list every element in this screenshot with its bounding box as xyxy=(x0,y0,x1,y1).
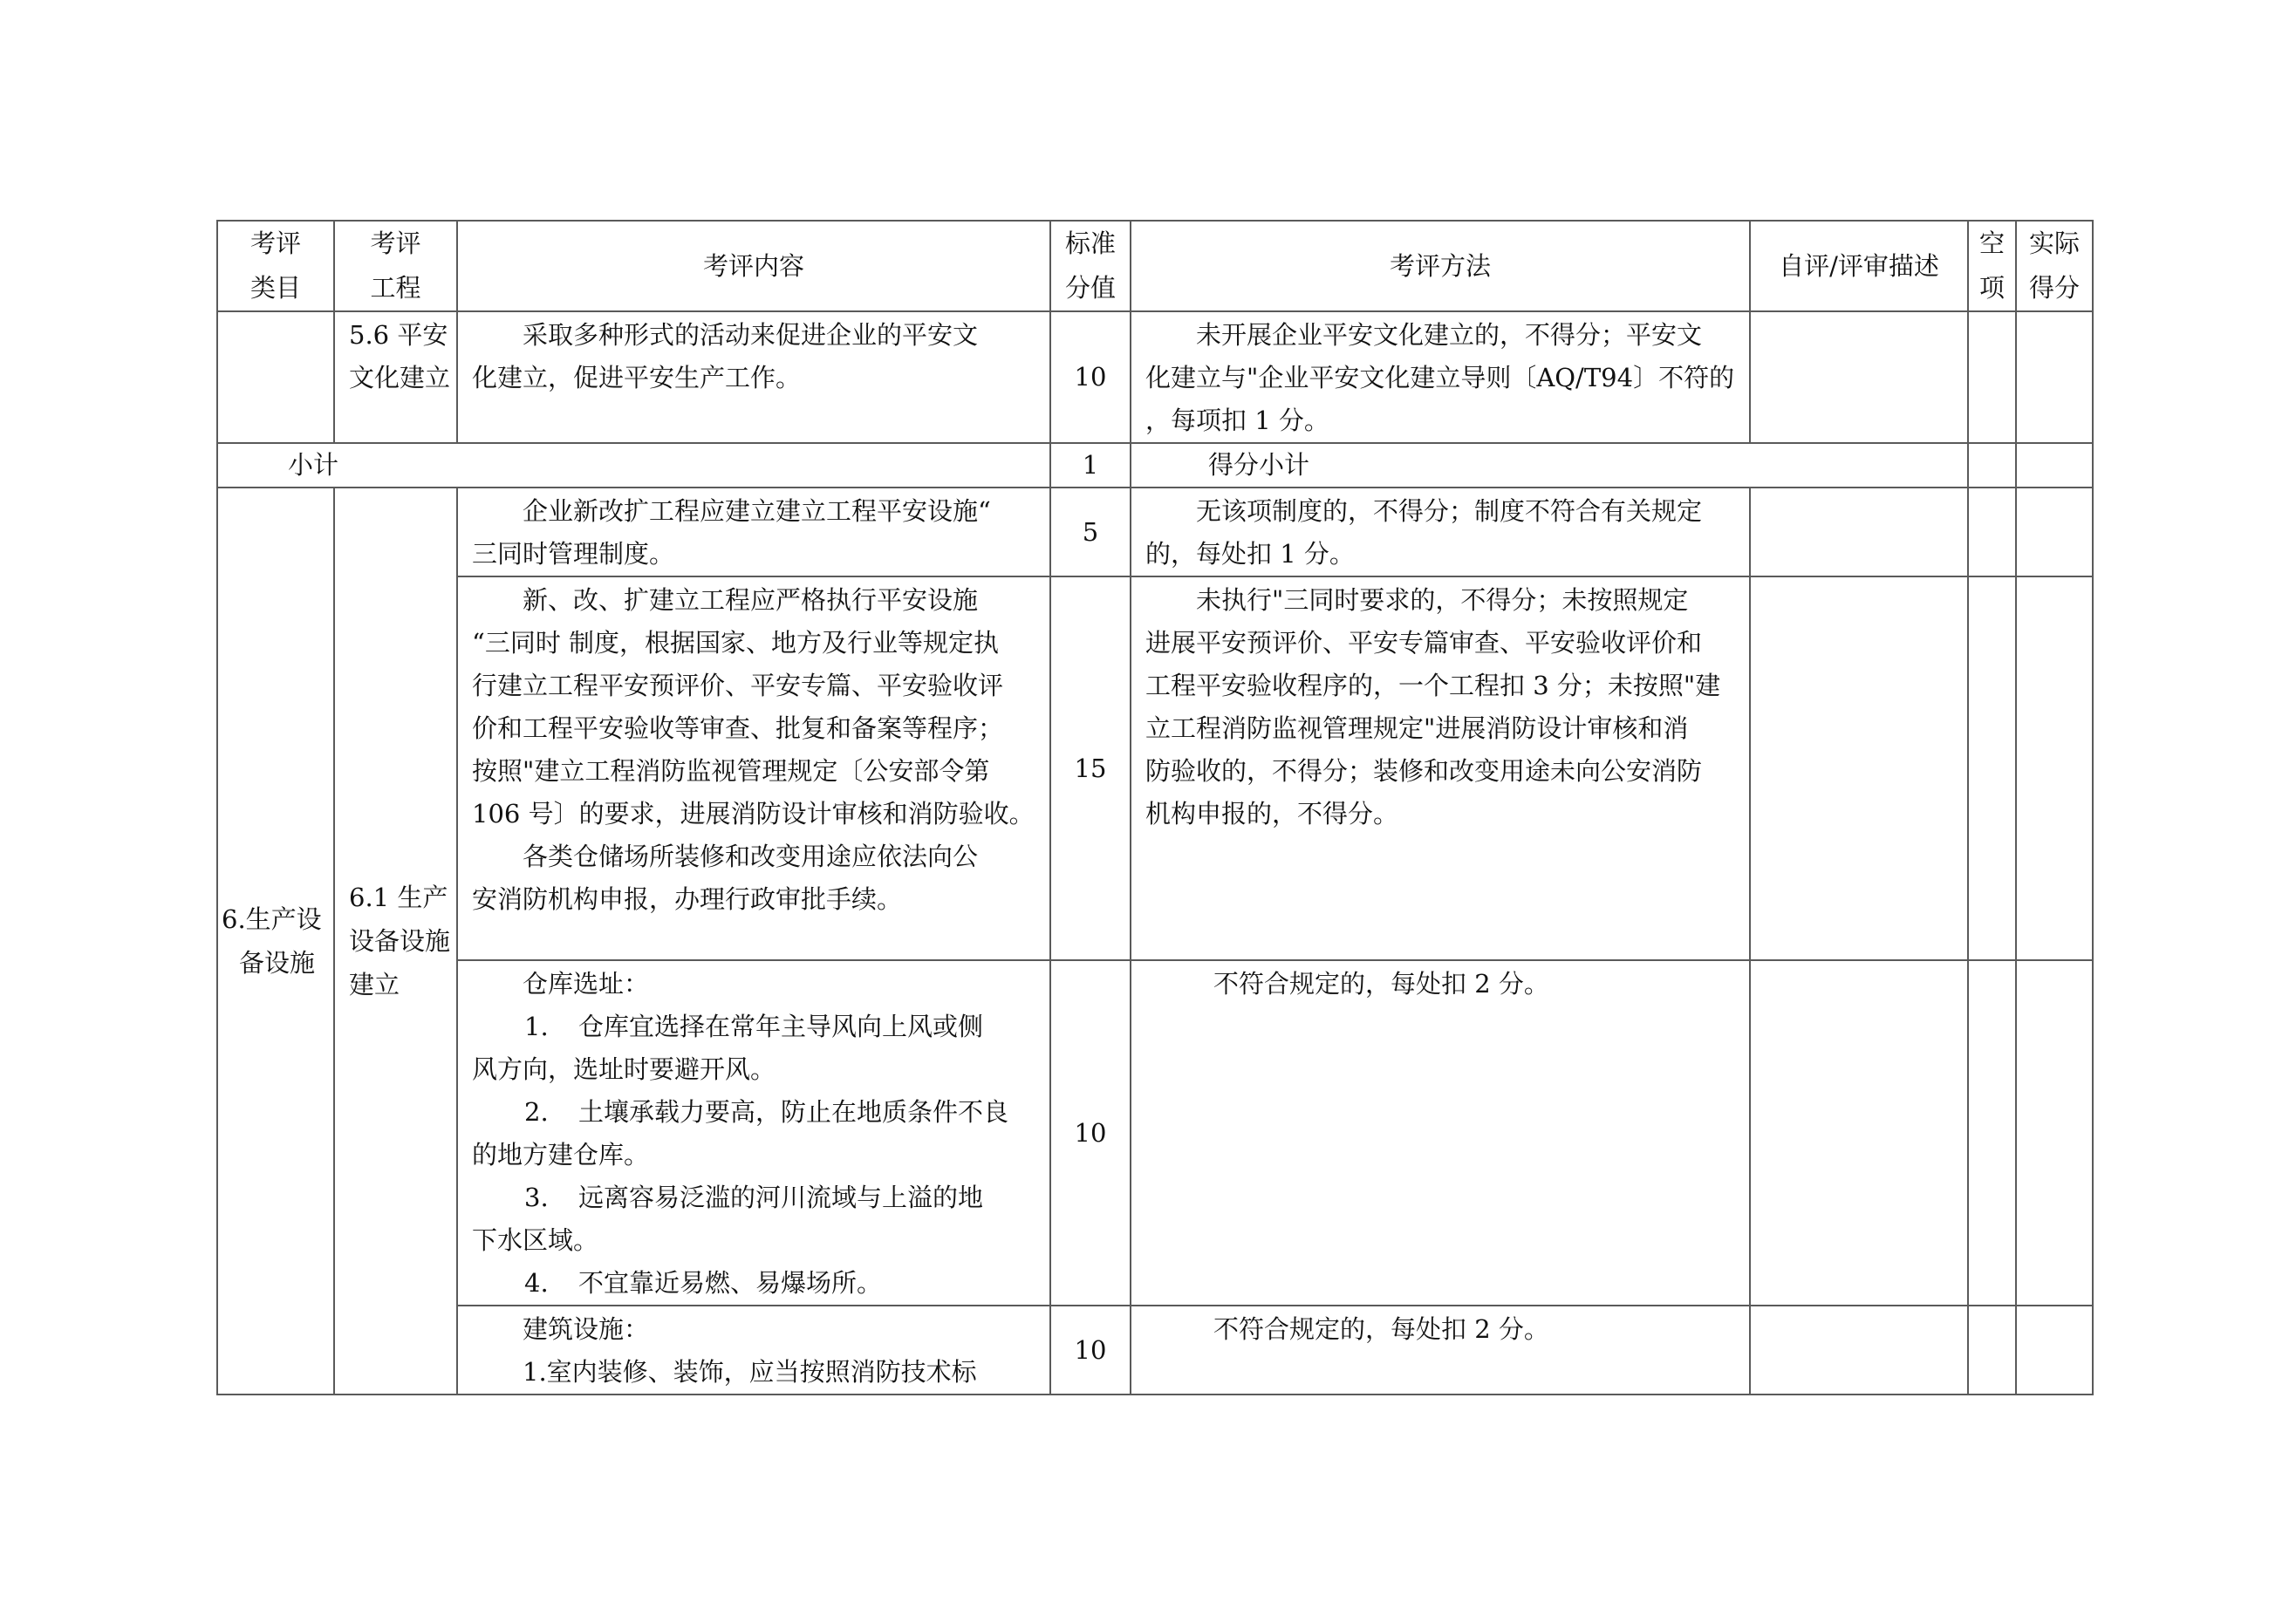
cell-score-5-6: 10 xyxy=(1050,311,1131,443)
cell-empty-item xyxy=(1968,311,2016,443)
cell-method-5-6: 未开展企业平安文化建立的，不得分；平安文 化建立与"企业平安文化建立导则〔AQ/T94〕不符的 ，每项扣 1 分。 xyxy=(1131,311,1750,443)
cell-self-review xyxy=(1750,960,1968,1306)
table-row-6-1-a xyxy=(217,488,2093,576)
header-row xyxy=(217,221,2093,311)
table-row-6-1-c xyxy=(217,960,2093,1306)
cell-empty-item xyxy=(1968,443,2016,488)
header-category: 考评 类目 xyxy=(217,221,334,311)
cell-actual-score xyxy=(2016,576,2093,960)
cell-empty-item xyxy=(1968,1306,2016,1395)
cell-category-6: 6.生产设 备设施 xyxy=(217,488,334,1395)
list-item: 1. 仓库宜选择在常年主导风向上风或侧 xyxy=(524,1012,984,1041)
cell-method-6-1-d: 不符合规定的，每处扣 2 分。 xyxy=(1131,1306,1750,1395)
cell-self-review xyxy=(1750,1306,1968,1395)
header-actual-score: 实际 得分 xyxy=(2016,221,2093,311)
cell-self-review xyxy=(1750,311,1968,443)
subtotal-method: 得分小计 xyxy=(1131,443,1968,488)
header-project: 考评 工程 xyxy=(334,221,457,311)
header-standard-score: 标准 分值 xyxy=(1050,221,1131,311)
cell-project-6-1: 6.1 生产 设备设施 建立 xyxy=(334,488,457,1395)
table-row-6-1-b xyxy=(217,576,2093,960)
cell-score-6-1-a: 5 xyxy=(1050,488,1131,576)
list-item: 3. 远离容易泛滥的河川流域与上溢的地 xyxy=(524,1183,984,1212)
table-row-5-6 xyxy=(217,311,2093,443)
cell-score-6-1-d: 10 xyxy=(1050,1306,1131,1395)
cell-actual-score xyxy=(2016,443,2093,488)
header-content: 考评内容 xyxy=(457,221,1050,311)
cell-actual-score xyxy=(2016,960,2093,1306)
table-row-6-1-d xyxy=(217,1306,2093,1395)
cell-self-review xyxy=(1750,488,1968,576)
cell-content-5-6: 采取多种形式的活动来促进企业的平安文 化建立，促进平安生产工作。 xyxy=(457,311,1050,443)
subtotal-label: 小计 xyxy=(217,443,1050,488)
cell-empty-item xyxy=(1968,960,2016,1306)
list-item: 2. 土壤承载力要高，防止在地质条件不良 xyxy=(524,1097,1009,1127)
cell-method-6-1-c: 不符合规定的，每处扣 2 分。 xyxy=(1131,960,1750,1306)
cell-actual-score xyxy=(2016,311,2093,443)
cell-method-6-1-b: 未执行"三同时要求的，不得分；未按照规定 进展平安预评价、平安专篇审查、平安验收评价和 工程平安验收程序的，一个工程扣 3 分；未按照"建 立工程消防监视管理规定"进展消防设计审核和消 防验收的，不得分；装修和改变用途未向公安消防 机构申报的，不得分。 xyxy=(1131,576,1750,960)
subtotal-score: 1 xyxy=(1050,443,1131,488)
cell-score-6-1-c: 10 xyxy=(1050,960,1131,1306)
cell-empty-item xyxy=(1968,488,2016,576)
header-method: 考评方法 xyxy=(1131,221,1750,311)
cell-project-5-6: 5.6 平安 文化建立 xyxy=(334,311,457,443)
cell-actual-score xyxy=(2016,1306,2093,1395)
cell-content-6-1-b: 新、改、扩建立工程应严格执行平安设施 “三同时 制度，根据国家、地方及行业等规定执 行建立工程平安预评价、平安专篇、平安验收评 价和工程平安验收等审查、批复和备案等程序； 按照"建立工程消防监视管理规定〔公安部令第 106 号〕的要求，进展消防设计审核和消防验收。 各类仓储场所装修和改变用途应依法向公 安消防机构申报，办理行政审批手续。 xyxy=(457,576,1050,960)
list-item: 4. 不宜靠近易燃、易爆场所。 xyxy=(524,1268,883,1298)
cell-self-review xyxy=(1750,576,1968,960)
cell-content-6-1-d: 建筑设施： 1.室内装修、装饰，应当按照消防技术标 xyxy=(457,1306,1050,1395)
cell-method-6-1-a: 无该项制度的，不得分；制度不符合有关规定 的，每处扣 1 分。 xyxy=(1131,488,1750,576)
cell-empty-item xyxy=(1968,576,2016,960)
cell-category-empty xyxy=(217,311,334,443)
cell-actual-score xyxy=(2016,488,2093,576)
cell-score-6-1-b: 15 xyxy=(1050,576,1131,960)
evaluation-table xyxy=(216,220,2094,1395)
header-self-review: 自评/评审描述 xyxy=(1750,221,1968,311)
table-row-subtotal xyxy=(217,443,2093,488)
cell-content-6-1-a: 企业新改扩工程应建立建立工程平安设施“ 三同时管理制度。 xyxy=(457,488,1050,576)
cell-content-6-1-c: 仓库选址： 1. 仓库宜选择在常年主导风向上风或侧 风方向，选址时要避开风。 2. 土壤承载力要高，防止在地质条件不良 的地方建仓库。 3. 远离容易泛滥的河川流域与上溢的地 下水区域。 4. 不宜靠近易燃、易爆场所。 xyxy=(457,960,1050,1306)
header-empty-item: 空 项 xyxy=(1968,221,2016,311)
